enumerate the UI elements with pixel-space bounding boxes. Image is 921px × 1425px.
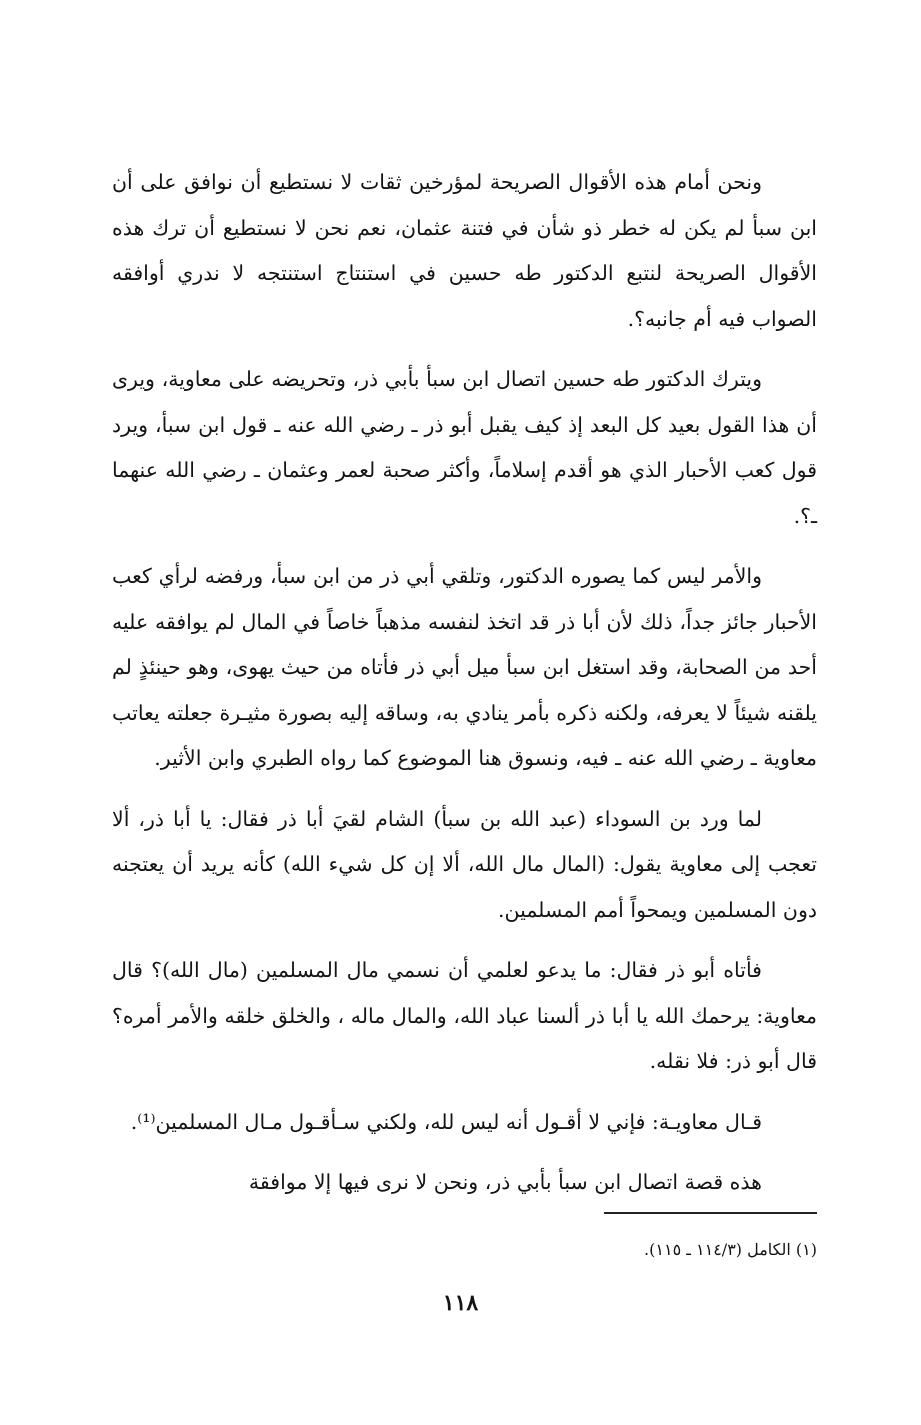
page-body — [112, 160, 817, 1221]
paragraph: ويترك الدكتور طه حسين اتصال ابن سبأ بأبي ذر، وتحريضه على معاوية، ويرى أن هذا القول بعيد كل البعد إذ كيف يقبل أبو ذر ـ رضي الله عنه ـ قول ابن سبأ، ويرد قول كعب الأحبار الذي هو أقدم إسلاماً، وأكثر صحبة لعمر وعثمان ـ رضي الله عنهما ـ؟. — [112, 367, 817, 528]
footnote-divider — [604, 1212, 817, 1214]
paragraph: هذه قصة اتصال ابن سبأ بأبي ذر، ونحن لا نرى فيها إلا موافقة — [248, 1170, 762, 1194]
paragraph: قـال معاويـة: فإني لا أقـول أنه ليس لله، ولكني سـأقـول مـال المسلمين⁽¹⁾. — [130, 1109, 762, 1134]
page-number: ١١٨ — [442, 1290, 479, 1316]
paragraph: والأمر ليس كما يصوره الدكتور، وتلقي أبي ذر من ابن سبأ، ورفضه لرأي كعب الأحبار جائز جداً، ذلك لأن أبا ذر قد اتخذ لنفسه مذهباً خاصاً في المال لم يوافقه عليه أحد من الصحابة، وقد استغل ابن سبأ ميل أبي ذر فأتاه من حيث يهوى، وهو حينئذٍ لم يلقنه شيئاً لا يعرفه، ولكنه ذكره بأمر ينادي به، وساقه إليه بصورة مثيـرة جعلته يعاتب معاوية ـ رضي الله عنه ـ فيه، ونسوق هنا الموضوع كما رواه الطبري وابن الأثير. — [112, 564, 817, 770]
paragraph: فأتاه أبو ذر فقال: ما يدعو لعلمي أن نسمي مال المسلمين (مال الله)؟ قال معاوية: يرحمك الله يا أبا ذر ألسنا عباد الله، والمال ماله ، والخلق خلقه والأمر أمره؟ قال أبو ذر: فلا نقله. — [112, 958, 817, 1073]
paragraph: لما ورد بن السوداء (عبد الله بن سبأ) الشام لقيَ أبا ذر فقال: يا أبا ذر، ألا تعجب إلى معاوية يقول: (المال مال الله، ألا إن كل شيء الله) كأنه يريد أن يعتجنه دون المسلمين ويمحواً أمم المسلمين. — [112, 806, 817, 922]
paragraph: ونحن أمام هذه الأقوال الصريحة لمؤرخين ثقات لا نستطيع أن نوافق على أن ابن سبأ لم يكن له خطر ذو شأن في فتنة عثمان، نعم نحن لا نستطيع أن ترك هذه الأقوال الصريحة لنتبع الدكتور طه حسين في استنتاج استنتجه لا ندري أوافقه الصواب فيه أم جانبه؟. — [112, 170, 817, 331]
footnote: (١) الكامل (١١٤/٣ ـ ١١٥). — [644, 1240, 817, 1259]
